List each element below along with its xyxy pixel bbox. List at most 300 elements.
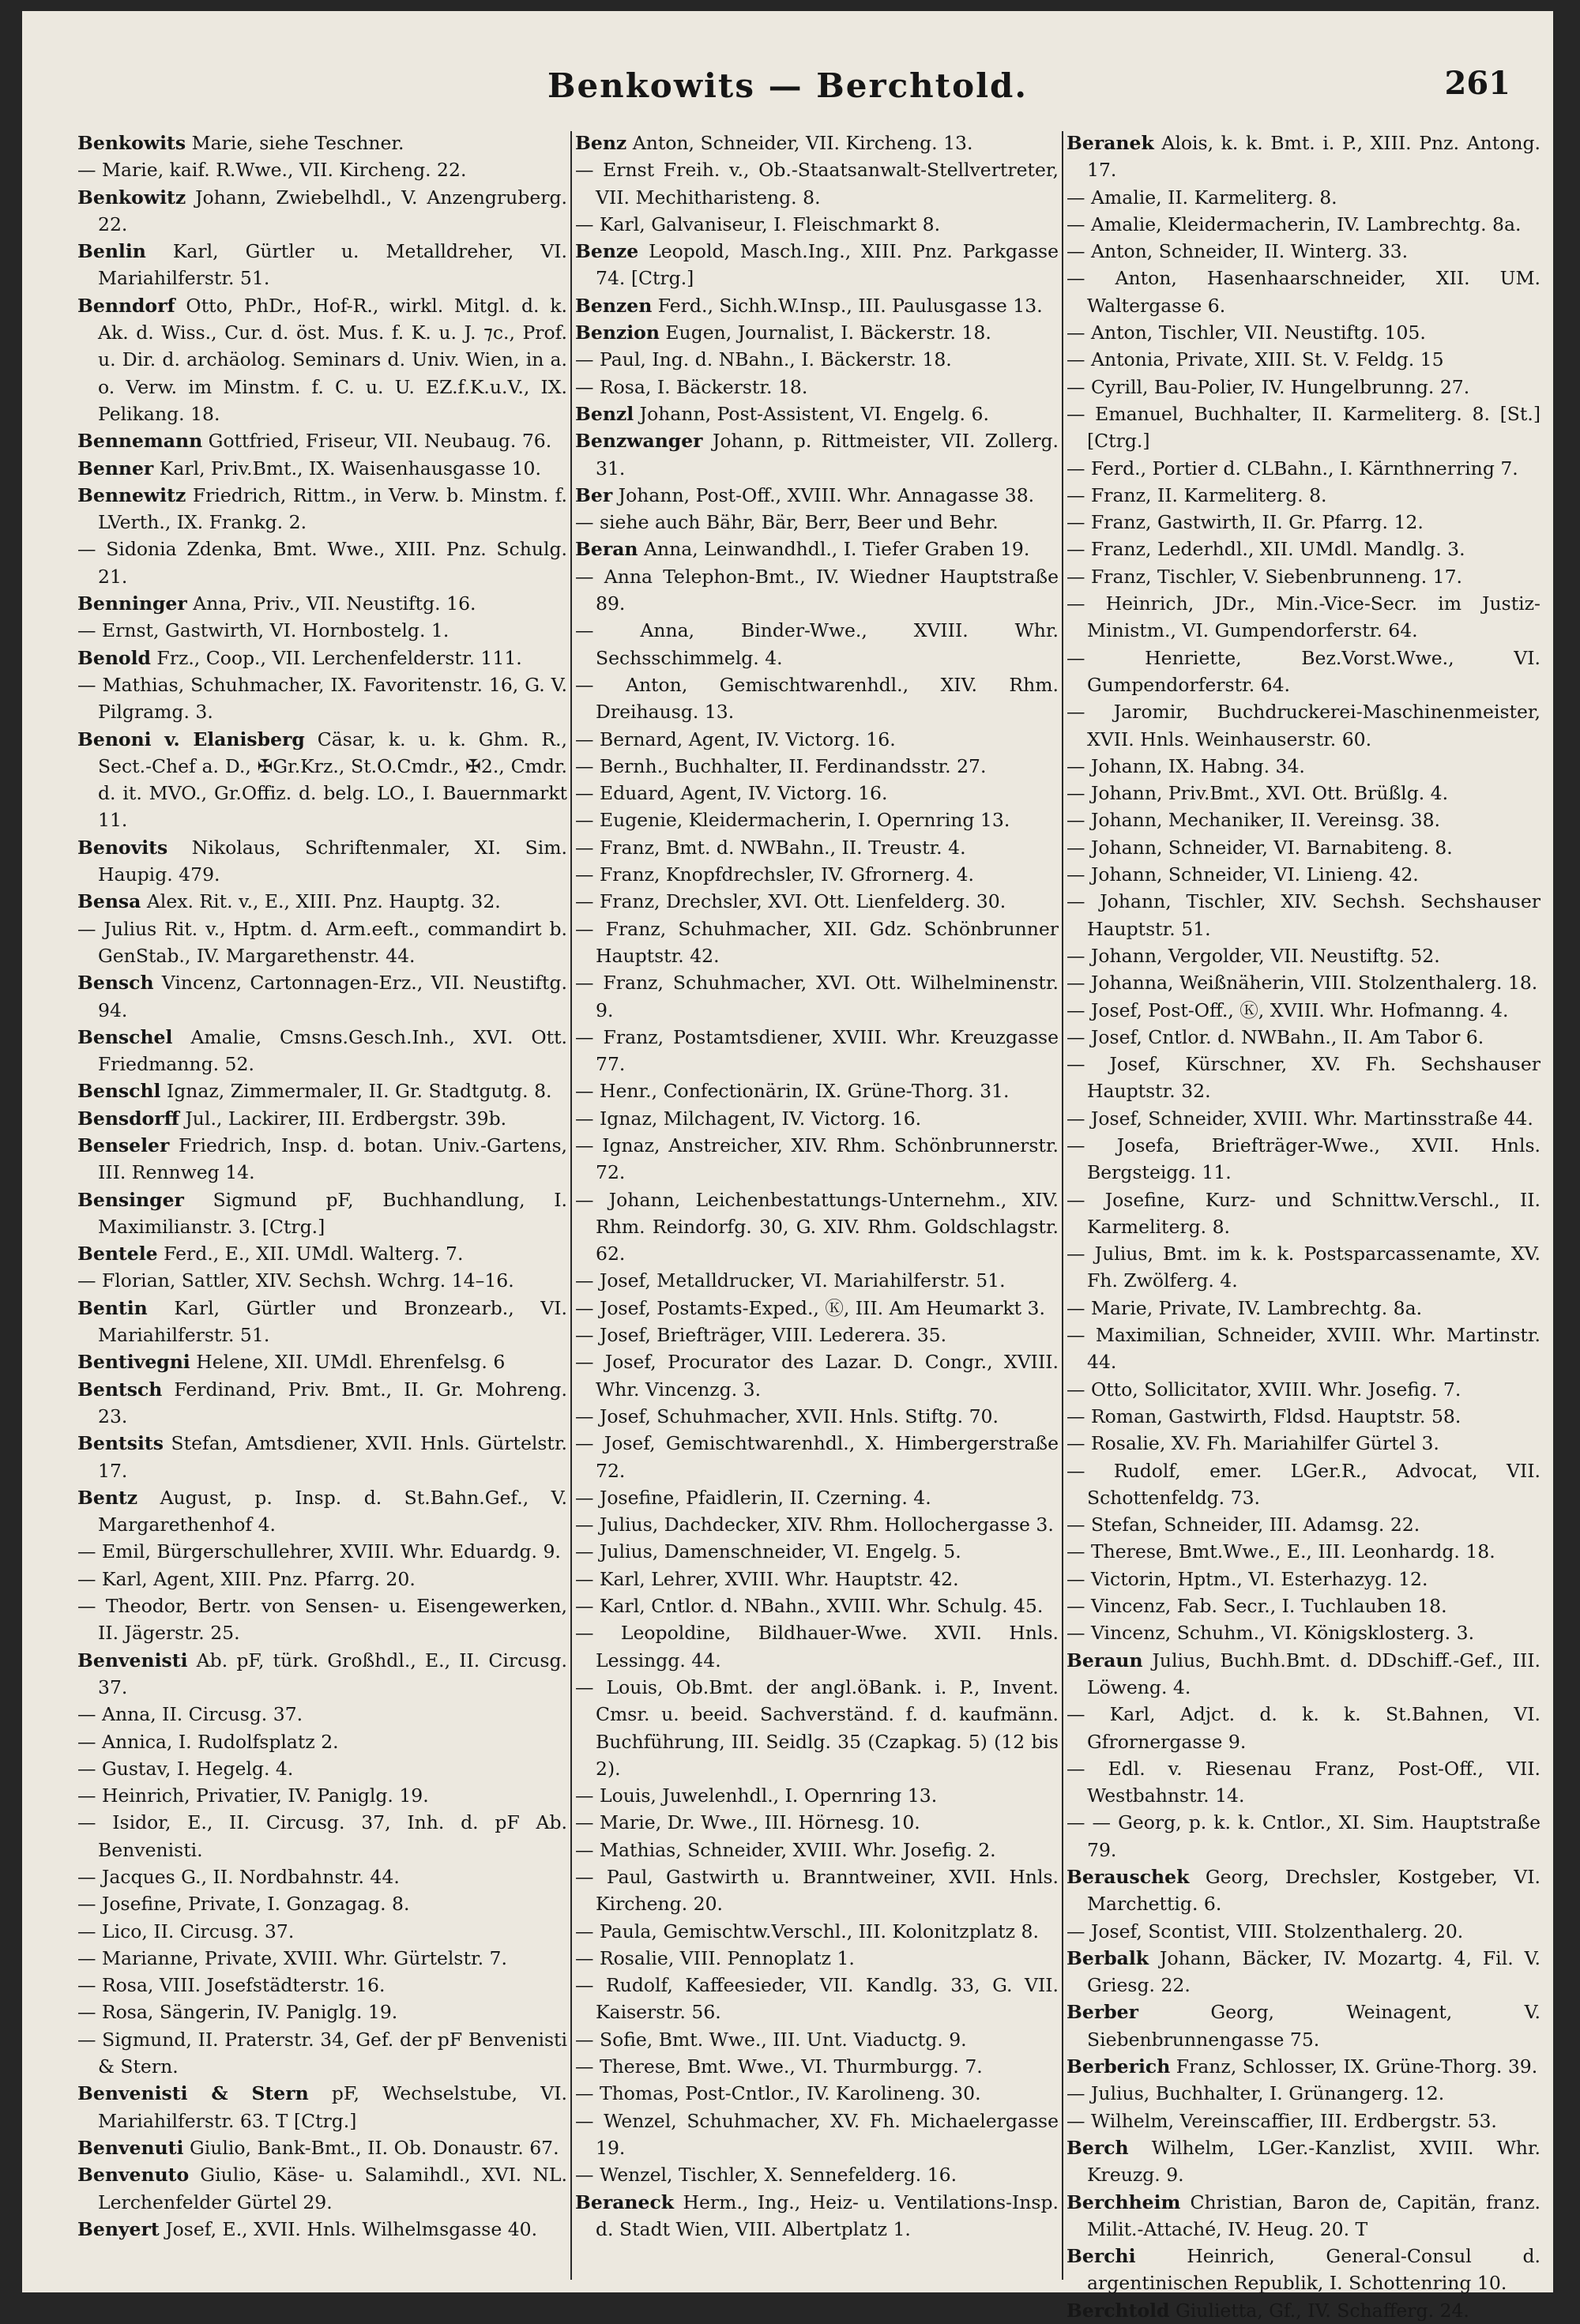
- entry-text: — Ferd., Portier d. CLBahn., I. Kärnthnerring 7.: [1066, 457, 1518, 479]
- entry-text: — Mathias, Schneider, XVIII. Whr. Josefig. 2.: [575, 1838, 996, 1861]
- entry-text: — Eduard, Agent, IV. Victorg. 16.: [575, 782, 888, 805]
- entry-text: Frz., Coop., VII. Lerchenfelderstr. 111.: [150, 646, 522, 669]
- entry-text: Ignaz, Zimmermaler, II. Gr. Stadtgutg. 8.: [160, 1080, 552, 1103]
- entry-text: — Josefa, Briefträger-Wwe., XVII. Hnls. Bergsteigg. 11.: [1066, 1134, 1540, 1184]
- directory-entry: [77, 156, 567, 183]
- entry-text: Eugen, Journalist, I. Bäckerstr. 18.: [659, 322, 991, 344]
- entry-text: — Florian, Sattler, XIV. Sechsh. Wchrg. 14–16.: [77, 1269, 514, 1292]
- directory-entry: [77, 1647, 567, 1702]
- directory-entry: [77, 1024, 567, 1078]
- entry-headword: Benninger: [77, 592, 187, 615]
- entry-text: Otto, PhDr., Hof-R., wirkl. Mitgl. d. k. Ak. d. Wiss., Cur. d. öst. Mus. f. K. u. J. ⁊c., Prof. u. Dir. d. archäolog. Seminars d. Univ. Wien, in a. o. Verw. im Minstm. f. C. u. U. EZ.f.K.u.V., IX. Pelikang. 18.: [98, 294, 567, 425]
- entry-text: Alois, k. k. Bmt. i. P., XIII. Pnz. Antong. 17.: [1087, 132, 1540, 182]
- entry-text: — Lico, II. Circusg. 37.: [77, 1920, 295, 1942]
- directory-entry: [1066, 563, 1540, 590]
- entry-headword: Benoni v. Elanisberg: [77, 728, 305, 750]
- directory-entry: [575, 1809, 1059, 1836]
- entry-text: — Ignaz, Milchagent, IV. Victorg. 16.: [575, 1107, 922, 1130]
- entry-text: August, p. Insp. d. St.Bahn.Gef., V. Margarethenhof 4.: [98, 1486, 567, 1536]
- entry-text: — Therese, Bmt.Wwe., E., III. Leonhardg. 18.: [1066, 1540, 1495, 1563]
- entry-headword: Bensch: [77, 972, 154, 995]
- entry-headword: Bentivegni: [77, 1351, 190, 1374]
- directory-entry: [575, 617, 1059, 671]
- entry-text: — Amalie, Kleidermacherin, IV. Lambrechtg. 8a.: [1066, 212, 1522, 235]
- directory-entry: [1066, 1322, 1540, 1376]
- entry-text: Giulio, Bank-Bmt., II. Ob. Donaustr. 67.: [183, 2136, 559, 2159]
- directory-entry: [575, 156, 1059, 211]
- entry-text: — Cyrill, Bau-Polier, IV. Hungelbrunng. 27.: [1066, 375, 1470, 398]
- entry-text: — Marie, Private, IV. Lambrechtg. 8a.: [1066, 1296, 1423, 1319]
- entry-text: Christian, Baron de, Capitän, franz. Milit.-Attaché, IV. Heug. 20. T: [1087, 2191, 1540, 2240]
- column-2: [575, 130, 1059, 2278]
- directory-entry: [1066, 1457, 1540, 1512]
- entry-text: Josef, E., XVII. Hnls. Wilhelmsgasse 40.: [159, 2217, 538, 2240]
- running-head: Benkowits — Berchtold.: [547, 66, 1029, 105]
- entry-text: — Roman, Gastwirth, Fldsd. Hauptstr. 58.: [1066, 1405, 1462, 1427]
- directory-entry: [575, 2161, 1059, 2188]
- directory-entry: [575, 861, 1059, 888]
- entry-text: Giulietta, Gf., IV. Schafferg. 24.: [1169, 2299, 1469, 2322]
- directory-entry: [575, 1782, 1059, 1809]
- entry-text: — Otto, Sollicitator, XVIII. Whr. Josefig. 7.: [1066, 1378, 1462, 1401]
- directory-entry: [575, 888, 1059, 915]
- entry-headword: Benner: [77, 457, 154, 479]
- directory-entry: [77, 1999, 567, 2025]
- directory-entry: [1066, 400, 1540, 455]
- directory-entry: [77, 1105, 567, 1132]
- entry-headword: Berber: [1066, 2001, 1138, 2024]
- entry-text: Johann, p. Rittmeister, VII. Zollerg. 31.: [596, 430, 1059, 479]
- directory-entry: [77, 834, 567, 889]
- directory-entry: [575, 1077, 1059, 1104]
- directory-entry: [1066, 1999, 1540, 2053]
- directory-entry: [1066, 1024, 1540, 1051]
- entry-text: — Wilhelm, Vereinscaffier, III. Erdbergstr. 53.: [1066, 2109, 1497, 2132]
- entry-text: — Julius, Damenschneider, VI. Engelg. 5.: [575, 1540, 961, 1563]
- directory-entry: [575, 292, 1059, 319]
- entry-headword: Ber: [575, 483, 613, 506]
- directory-entry: [77, 590, 567, 617]
- entry-text: — Bernard, Agent, IV. Victorg. 16.: [575, 728, 896, 750]
- entry-text: — Marie, kaif. R.Wwe., VII. Kircheng. 22.: [77, 159, 467, 182]
- directory-entry: [575, 211, 1059, 238]
- directory-entry: [1066, 1511, 1540, 1538]
- entry-text: — Josef, Gemischtwarenhdl., X. Himbergerstraße 72.: [575, 1432, 1059, 1482]
- entry-headword: Benndorf: [77, 294, 175, 317]
- directory-entry: [77, 1077, 567, 1104]
- entry-text: Wilhelm, LGer.-Kanzlist, XVIII. Whr. Kreuzg. 9.: [1087, 2136, 1540, 2187]
- entry-text: — Karl, Cntlor. d. NBahn., XVIII. Whr. Schulg. 45.: [575, 1595, 1044, 1618]
- entry-text: — Josef, Post-Off., Ⓚ, XVIII. Whr. Hofmanng. 4.: [1066, 998, 1509, 1021]
- entry-text: — Jaromir, Buchdruckerei-Maschinenmeister, XVII. Hnls. Weinhauserstr. 60.: [1066, 701, 1540, 750]
- directory-entry: [1066, 1538, 1540, 1565]
- directory-entry: [575, 1619, 1059, 1674]
- directory-entry: [1066, 1105, 1540, 1132]
- directory-entry: [1066, 509, 1540, 536]
- entry-text: — Wenzel, Schuhmacher, XV. Fh. Michaelergasse 19.: [575, 2109, 1059, 2159]
- entry-text: — Anna Telephon-Bmt., IV. Wiedner Hauptstraße 89.: [575, 565, 1059, 615]
- entry-headword: Berchi: [1066, 2245, 1136, 2268]
- entry-text: — Rosalie, VIII. Pennoplatz 1.: [575, 1946, 855, 1969]
- directory-entry: [575, 346, 1059, 373]
- entry-text: — Karl, Lehrer, XVIII. Whr. Hauptstr. 42.: [575, 1567, 959, 1590]
- directory-entry: [575, 753, 1059, 780]
- directory-entry: [1066, 698, 1540, 753]
- entry-text: Ab. pF, türk. Großhdl., E., II. Circusg. 37.: [98, 1649, 567, 1698]
- entry-text: Alex. Rit. v., E., XIII. Pnz. Hauptg. 32.: [141, 890, 501, 913]
- entry-text: — Sigmund, II. Praterstr. 34, Gef. der pF Benvenisti & Stern.: [77, 2028, 567, 2078]
- directory-entry: [77, 1566, 567, 1593]
- entry-text: — Anna, Binder-Wwe., XVIII. Whr. Sechsschimmelg. 4.: [575, 619, 1059, 669]
- column-rule: [1062, 131, 1063, 2280]
- entry-headword: Benkowitz: [77, 186, 186, 209]
- directory-entry: [1066, 130, 1540, 184]
- entry-text: — Josef, Metalldrucker, VI. Mariahilferstr. 51.: [575, 1269, 1006, 1292]
- entry-text: — Franz, Bmt. d. NWBahn., II. Treustr. 4.: [575, 836, 966, 859]
- entry-text: — Heinrich, Privatier, IV. Paniglg. 19.: [77, 1784, 429, 1807]
- entry-text: — Eugenie, Kleidermacherin, I. Opernring 13.: [575, 809, 1010, 832]
- directory-entry: [575, 1267, 1059, 1294]
- directory-entry: [575, 1837, 1059, 1863]
- directory-entry: [1066, 1918, 1540, 1945]
- entry-text: — Henr., Confectionärin, IX. Grüne-Thorg. 31.: [575, 1080, 1010, 1103]
- directory-entry: [77, 1755, 567, 1782]
- entry-headword: Benkowits: [77, 132, 186, 154]
- entry-text: — Josef, Schuhmacher, XVII. Hnls. Stiftg. 70.: [575, 1405, 999, 1427]
- entry-text: Sigmund pF, Buchhandlung, I. Maximilianstr. 3. [Ctrg.]: [98, 1188, 567, 1238]
- directory-entry: [575, 536, 1059, 562]
- entry-text: Karl, Gürtler und Bronzearb., VI. Mariahilferstr. 51.: [98, 1296, 567, 1347]
- directory-entry: [575, 1186, 1059, 1268]
- directory-entry: [575, 1863, 1059, 1918]
- directory-entry: [1066, 753, 1540, 780]
- directory-entry: [77, 1945, 567, 1972]
- entry-headword: Benovits: [77, 836, 168, 859]
- directory-entry: [77, 2161, 567, 2216]
- directory-entry: [1066, 1619, 1540, 1646]
- entry-headword: Benzen: [575, 294, 653, 317]
- directory-entry: [77, 671, 567, 726]
- directory-entry: [77, 2216, 567, 2243]
- entry-headword: Berauschek: [1066, 1866, 1190, 1888]
- entry-headword: Benzl: [575, 402, 634, 425]
- entry-headword: Bentsch: [77, 1378, 163, 1401]
- entry-text: Vincenz, Cartonnagen-Erz., VII. Neustiftg. 94.: [98, 972, 567, 1021]
- entry-text: — Johann, Schneider, VI. Barnabiteng. 8.: [1066, 836, 1453, 859]
- entry-text: — Paula, Gemischtw.Verschl., III. Kolonitzplatz 8.: [575, 1920, 1039, 1942]
- entry-headword: Bentsits: [77, 1432, 164, 1455]
- directory-entry: [575, 2108, 1059, 2162]
- directory-entry: [575, 509, 1059, 536]
- entry-headword: Bennemann: [77, 430, 203, 453]
- entry-text: — Jacques G., II. Nordbahnstr. 44.: [77, 1866, 400, 1888]
- directory-entry: [77, 1809, 567, 1863]
- entry-text: — Josef, Kürschner, XV. Fh. Sechshauser Hauptstr. 32.: [1066, 1053, 1540, 1103]
- directory-entry: [1066, 238, 1540, 265]
- entry-text: — Johann, Schneider, VI. Linieng. 42.: [1066, 863, 1419, 886]
- entry-text: — Franz, Schuhmacher, XVI. Ott. Wilhelminenstr. 9.: [575, 972, 1059, 1021]
- entry-text: — siehe auch Bähr, Bär, Berr, Beer und Behr.: [575, 511, 999, 534]
- directory-entry: [575, 2189, 1059, 2243]
- entry-text: Amalie, Cmsns.Gesch.Inh., XVI. Ott. Friedmanng. 52.: [98, 1025, 567, 1076]
- directory-entry: [77, 455, 567, 482]
- directory-entry: [575, 1511, 1059, 1538]
- entry-text: Marie, siehe Teschner.: [186, 132, 404, 154]
- directory-entry: [1066, 942, 1540, 969]
- directory-entry: [1066, 211, 1540, 238]
- entry-headword: Berberich: [1066, 2055, 1171, 2078]
- entry-text: — Victorin, Hptm., VI. Esterhazyg. 12.: [1066, 1567, 1428, 1590]
- directory-entry: [575, 726, 1059, 753]
- entry-text: — Franz, Tischler, V. Siebenbrunneng. 17.: [1066, 565, 1463, 588]
- entry-text: — Josef, Briefträger, VIII. Lederera. 35.: [575, 1324, 947, 1347]
- directory-entry: [1066, 536, 1540, 562]
- directory-entry: [575, 1674, 1059, 1782]
- page-header: [22, 11, 1553, 130]
- entry-text: — Marianne, Private, XVIII. Whr. Gürtelstr. 7.: [77, 1946, 507, 1969]
- directory-entry: [575, 400, 1059, 427]
- entry-text: Ferd., E., XII. UMdl. Walterg. 7.: [157, 1243, 464, 1265]
- entry-text: — Josef, Scontist, VIII. Stolzenthalerg. 20.: [1066, 1920, 1464, 1942]
- entry-text: — Theodor, Bertr. von Sensen- u. Eisengewerken, II. Jägerstr. 25.: [77, 1595, 567, 1645]
- entry-text: Anna, Leinwandhdl., I. Tiefer Graben 19.: [638, 538, 1030, 561]
- entry-text: — Anton, Hasenhaarschneider, XII. UM. Waltergasse 6.: [1066, 267, 1540, 317]
- directory-entry: [77, 482, 567, 536]
- directory-entry: [575, 1972, 1059, 2026]
- entry-text: — Leopoldine, Bildhauer-Wwe. XVII. Hnls. Lessingg. 44.: [575, 1622, 1059, 1672]
- directory-entry: [77, 645, 567, 671]
- directory-page: [22, 11, 1553, 2322]
- directory-entry: [575, 1322, 1059, 1348]
- entry-text: — Wenzel, Tischler, X. Sennefelderg. 16.: [575, 2164, 957, 2187]
- directory-entry: [575, 1348, 1059, 1403]
- directory-entry: [77, 888, 567, 915]
- directory-entry: [1066, 645, 1540, 699]
- directory-entry: [575, 563, 1059, 618]
- entry-text: — Rudolf, emer. LGer.R., Advocat, VII. Schottenfeldg. 73.: [1066, 1459, 1540, 1509]
- entry-text: Leopold, Masch.Ing., XIII. Pnz. Parkgasse 74. [Ctrg.]: [596, 240, 1059, 290]
- entry-text: — Paul, Ing. d. NBahn., I. Bäckerstr. 18.: [575, 348, 952, 371]
- directory-entry: [1066, 807, 1540, 833]
- entry-text: — Karl, Adjct. d. k. k. St.Bahnen, VI. Gfrornergasse 9.: [1066, 1703, 1540, 1753]
- entry-headword: Benschl: [77, 1080, 161, 1103]
- directory-entry: [1066, 1430, 1540, 1457]
- entry-headword: Beran: [575, 538, 638, 561]
- directory-entry: [77, 536, 567, 590]
- entry-text: — Gustav, I. Hegelg. 4.: [77, 1757, 294, 1780]
- entry-text: — Ernst Freih. v., Ob.-Staatsanwalt-Stellvertreter, VII. Mechitharisteng. 8.: [575, 159, 1059, 209]
- entry-text: — Anton, Schneider, II. Winterg. 33.: [1066, 240, 1409, 263]
- entry-text: — Anton, Gemischtwarenhdl., XIV. Rhm. Dreihausg. 13.: [575, 673, 1059, 724]
- entry-text: Jul., Lackirer, III. Erdbergstr. 39b.: [179, 1107, 507, 1130]
- entry-text: — Thomas, Post-Cntlor., IV. Karolineng. 30.: [575, 2082, 981, 2105]
- directory-entry: [1066, 1186, 1540, 1241]
- entry-text: Herm., Ing., Heiz- u. Ventilations-Insp. d. Stadt Wien, VIII. Albertplatz 1.: [596, 2191, 1059, 2240]
- entry-text: — Mathias, Schuhmacher, IX. Favoritenstr. 16, G. V. Pilgramg. 3.: [77, 673, 567, 724]
- entry-headword: Beraun: [1066, 1649, 1143, 1672]
- directory-entry: [1066, 2108, 1540, 2134]
- directory-entry: [1066, 834, 1540, 861]
- directory-entry: [1066, 2134, 1540, 2189]
- directory-entry: [77, 1701, 567, 1728]
- directory-entry: [1066, 319, 1540, 346]
- directory-entry: [1066, 2053, 1540, 2080]
- directory-entry: [77, 1728, 567, 1755]
- entry-headword: Benlin: [77, 240, 146, 263]
- directory-entry: [575, 671, 1059, 726]
- entry-text: — Johann, Vergolder, VII. Neustiftg. 52.: [1066, 944, 1440, 967]
- directory-entry: [575, 1538, 1059, 1565]
- entry-headword: Benvenuto: [77, 2164, 190, 2187]
- directory-entry: [575, 1105, 1059, 1132]
- directory-entry: [77, 2026, 567, 2081]
- entry-text: Franz, Schlosser, IX. Grüne-Thorg. 39.: [1170, 2055, 1538, 2078]
- entry-text: Stefan, Amtsdiener, XVII. Hnls. Gürtelstr. 17.: [98, 1432, 567, 1482]
- directory-entry: [575, 2053, 1059, 2080]
- entry-text: Cäsar, k. u. k. Ghm. R., Sect.-Chef a. D., ✠Gr.Krz., St.O.Cmdr., ✠2., Cmdr. d. it. MVO., Gr.Offiz. d. belg. LO., I. Bauernmarkt 11.: [98, 728, 567, 832]
- directory-entry: [575, 1918, 1059, 1945]
- directory-entry: [77, 1267, 567, 1294]
- directory-entry: [77, 130, 567, 156]
- entry-headword: Bennewitz: [77, 483, 186, 506]
- entry-text: — Sidonia Zdenka, Bmt. Wwe., XIII. Pnz. Schulg. 21.: [77, 538, 567, 588]
- directory-entry: [1066, 997, 1540, 1024]
- directory-entry: [1066, 374, 1540, 400]
- directory-entry: [575, 238, 1059, 292]
- entry-text: Friedrich, Rittm., in Verw. b. Minstm. f. LVerth., IX. Frankg. 2.: [98, 483, 567, 534]
- directory-entry: [77, 1593, 567, 1647]
- directory-entry: [1066, 888, 1540, 942]
- directory-entry: [575, 969, 1059, 1024]
- directory-entry: [77, 1863, 567, 1890]
- directory-entry: [77, 1240, 567, 1267]
- directory-entry: [77, 184, 567, 239]
- directory-entry: [1066, 1376, 1540, 1403]
- entry-text: — Franz, Gastwirth, II. Gr. Pfarrg. 12.: [1066, 511, 1424, 534]
- directory-entry: [575, 780, 1059, 807]
- entry-text: — Louis, Juwelenhdl., I. Opernring 13.: [575, 1784, 938, 1807]
- entry-text: — Maximilian, Schneider, XVIII. Whr. Martinstr. 44.: [1066, 1324, 1540, 1374]
- entry-text: — Julius, Dachdecker, XIV. Rhm. Hollochergasse 3.: [575, 1514, 1054, 1536]
- entry-text: — Johann, Leichenbestattungs-Unternehm., XIV. Rhm. Reindorfg. 30, G. XIV. Rhm. Goldschlagstr. 62.: [575, 1188, 1059, 1265]
- entry-text: — Rosa, Sängerin, IV. Paniglg. 19.: [77, 2001, 398, 2024]
- directory-entry: [77, 1186, 567, 1241]
- entry-text: — Josef, Schneider, XVIII. Whr. Martinsstraße 44.: [1066, 1107, 1533, 1130]
- entry-text: Gottfried, Friseur, VII. Neubaug. 76.: [202, 430, 552, 453]
- directory-entry: [1066, 346, 1540, 373]
- directory-entry: [1066, 1863, 1540, 1918]
- entry-text: — Paul, Gastwirth u. Branntweiner, XVII. Hnls. Kircheng. 20.: [575, 1866, 1059, 1916]
- entry-headword: Berch: [1066, 2136, 1129, 2159]
- directory-entry: [1066, 1566, 1540, 1593]
- entry-text: Karl, Gürtler u. Metalldreher, VI. Mariahilferstr. 51.: [98, 240, 567, 290]
- directory-entry: [1066, 1809, 1540, 1863]
- entry-headword: Beraneck: [575, 2191, 675, 2213]
- entry-text: — Heinrich, JDr., Min.-Vice-Secr. im Justiz-Ministm., VI. Gumpendorferstr. 64.: [1066, 592, 1540, 642]
- entry-text: — Franz, Drechsler, XVI. Ott. Lienfelderg. 30.: [575, 890, 1006, 913]
- entry-text: — Ignaz, Anstreicher, XIV. Rhm. Schönbrunnerstr. 72.: [575, 1134, 1059, 1184]
- directory-entry: [1066, 2080, 1540, 2107]
- entry-text: — Antonia, Private, XIII. St. V. Feldg. 15: [1066, 348, 1444, 371]
- entry-text: — Vincenz, Schuhm., VI. Königsklosterg. 3.: [1066, 1622, 1475, 1645]
- entry-text: — Julius, Bmt. im k. k. Postsparcassenamte, XV. Fh. Zwölferg. 4.: [1066, 1243, 1540, 1292]
- entry-text: — Rudolf, Kaffeesieder, VII. Kandlg. 33, G. VII. Kaiserstr. 56.: [575, 1974, 1059, 2024]
- directory-entry: [575, 1403, 1059, 1430]
- entry-text: — Johanna, Weißnäherin, VIII. Stolzenthalerg. 18.: [1066, 972, 1538, 995]
- directory-entry: [1066, 2189, 1540, 2243]
- entry-text: — Emanuel, Buchhalter, II. Karmeliterg. 8. [St.] [Ctrg.]: [1066, 402, 1540, 453]
- entry-headword: Benold: [77, 646, 151, 669]
- directory-entry: [77, 1376, 567, 1431]
- entry-headword: Benschel: [77, 1025, 173, 1048]
- entry-text: — Bernh., Buchhalter, II. Ferdinandsstr. 27.: [575, 754, 987, 777]
- directory-entry: [1066, 184, 1540, 211]
- entry-headword: Bensdorff: [77, 1107, 179, 1130]
- directory-entry: [575, 1295, 1059, 1322]
- directory-entry: [77, 1430, 567, 1484]
- entry-headword: Berbalk: [1066, 1946, 1149, 1969]
- entry-text: — Josef, Postamts-Exped., Ⓚ, III. Am Heumarkt 3.: [575, 1296, 1045, 1319]
- entry-headword: Berchheim: [1066, 2191, 1181, 2213]
- entry-text: — Rosa, I. Bäckerstr. 18.: [575, 375, 808, 398]
- directory-entry: [77, 2134, 567, 2161]
- directory-entry: [77, 969, 567, 1024]
- entry-text: — Emil, Bürgerschullehrer, XVIII. Whr. Eduardg. 9.: [77, 1540, 561, 1563]
- directory-entry: [77, 726, 567, 834]
- entry-text: Giulio, Käse- u. Salamihdl., XVI. NL. Lerchenfelder Gürtel 29.: [98, 2164, 567, 2213]
- directory-entry: [575, 374, 1059, 400]
- entry-text: — Franz, Lederhdl., XII. UMdl. Mandlg. 3.: [1066, 538, 1465, 561]
- directory-entry: [1066, 482, 1540, 509]
- entry-text: — Franz, Knopfdrechsler, IV. Gfrornerg. 4.: [575, 863, 974, 886]
- entry-text: — Annica, I. Rudolfsplatz 2.: [77, 1730, 339, 1753]
- entry-text: Johann, Post-Assistent, VI. Engelg. 6.: [634, 402, 989, 425]
- entry-text: — Josef, Cntlor. d. NWBahn., II. Am Tabor 6.: [1066, 1025, 1484, 1048]
- directory-entry: [1066, 969, 1540, 996]
- directory-entry: [77, 1890, 567, 1917]
- entry-text: Anton, Schneider, VII. Kircheng. 13.: [626, 132, 973, 154]
- entry-headword: Benvenuti: [77, 2136, 184, 2159]
- entry-text: Johann, Zwiebelhdl., V. Anzengruberg. 22.: [98, 186, 567, 235]
- entry-text: — Isidor, E., II. Circusg. 37, Inh. d. pF Ab. Benvenisti.: [77, 1811, 567, 1861]
- entry-text: Anna, Priv., VII. Neustiftg. 16.: [186, 592, 476, 615]
- directory-entry: [575, 1566, 1059, 1593]
- entry-headword: Benvenisti: [77, 1649, 188, 1672]
- directory-entry: [1066, 265, 1540, 319]
- directory-entry: [77, 1972, 567, 1999]
- directory-entry: [575, 1484, 1059, 1511]
- entry-text: — Marie, Dr. Wwe., III. Hörnesg. 10.: [575, 1811, 920, 1834]
- entry-text: — Josef, Procurator des Lazar. D. Congr., XVIII. Whr. Vincenzg. 3.: [575, 1351, 1059, 1401]
- entry-text: — Amalie, II. Karmeliterg. 8.: [1066, 186, 1337, 209]
- directory-entry: [77, 1348, 567, 1375]
- directory-entry: [77, 1782, 567, 1809]
- column-1: [77, 130, 567, 2278]
- entry-text: — Edl. v. Riesenau Franz, Post-Off., VII. Westbahnstr. 14.: [1066, 1757, 1540, 1807]
- directory-entry: [1066, 1593, 1540, 1619]
- entry-text: Georg, Drechsler, Kostgeber, VI. Marchettig. 6.: [1087, 1866, 1540, 1916]
- entry-text: Johann, Bäcker, IV. Mozartg. 4, Fil. V. Griesg. 22.: [1087, 1946, 1540, 1997]
- directory-entry: [575, 916, 1059, 970]
- directory-entry: [575, 1593, 1059, 1619]
- entry-headword: Berchtold: [1066, 2299, 1170, 2322]
- directory-entry: [77, 1538, 567, 1565]
- directory-entry: [77, 2080, 567, 2134]
- entry-text: Georg, Weinagent, V. Siebenbrunnengasse 75.: [1087, 2001, 1540, 2051]
- entry-text: — Josefine, Kurz- und Schnittw.Verschl., II. Karmeliterg. 8.: [1066, 1188, 1540, 1238]
- entry-text: — Therese, Bmt. Wwe., VI. Thurmburgg. 7.: [575, 2055, 983, 2078]
- entry-headword: Beranek: [1066, 132, 1154, 154]
